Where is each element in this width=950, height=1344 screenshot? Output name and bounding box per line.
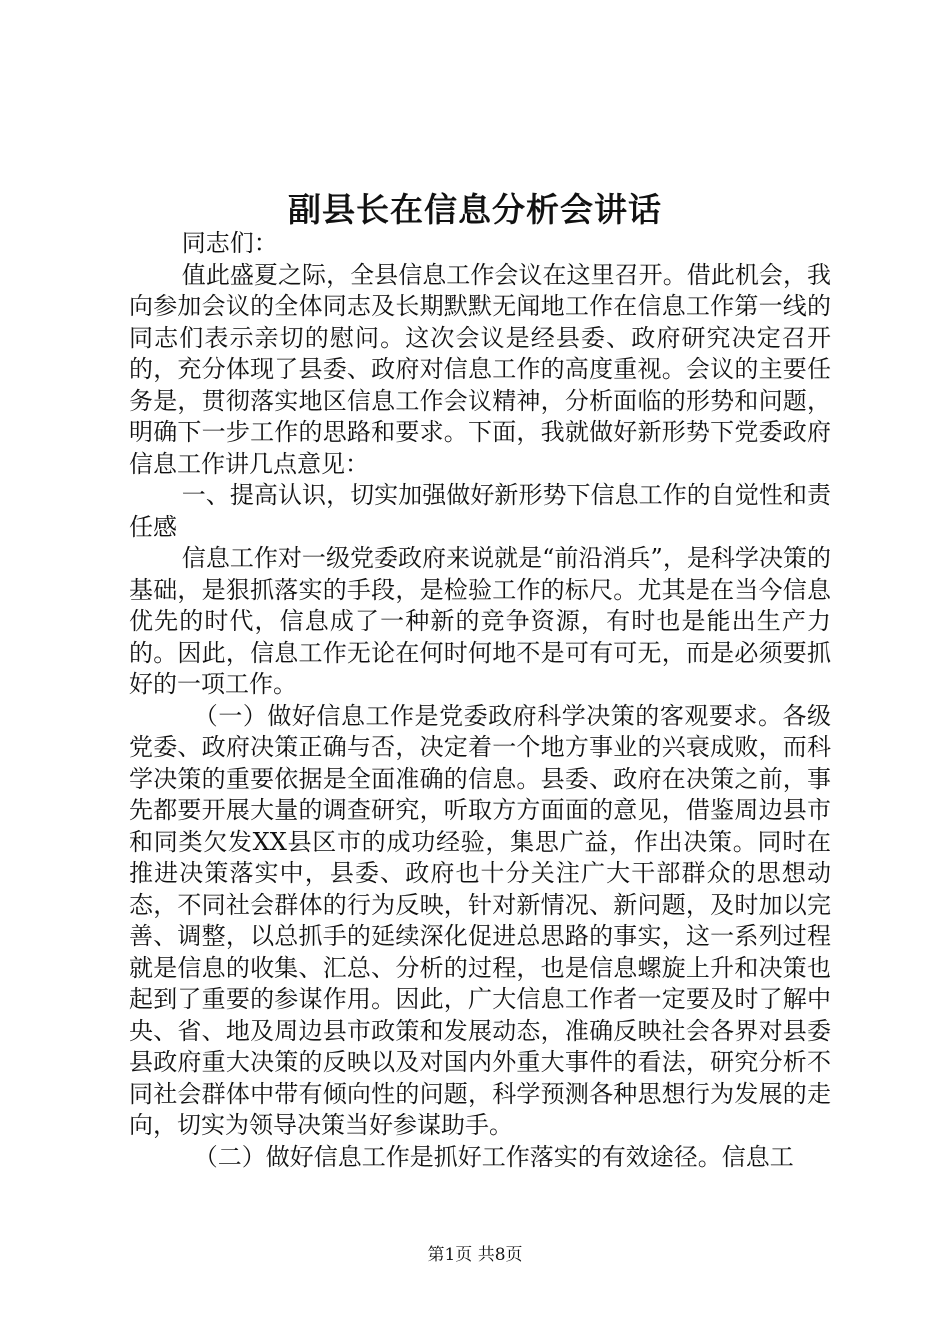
page-footer: 第1页 共8页 (427, 1245, 523, 1265)
document-title: 副县长在信息分析会讲话 (288, 190, 662, 229)
body-paragraph: 信息工作对一级党委政府来说就是“前沿消兵”，是科学决策的基础，是狠抓落实的手段，是检验工作的标尺。尤其是在当今信息优先的时代，信息成了一种新的竞争资源，有时也是能出生产力的。因此，信息工作无论在何时何地不是可有可无，而是必须要抓好的一项工作。 (129, 544, 831, 698)
subsection-paragraph: （一）做好信息工作是党委政府科学决策的客观要求。各级党委、政府决策正确与否，决定着一个地方事业的兴衰成败，而科学决策的重要依据是全面准确的信息。县委、政府在决策之前，事先都要开展大量的调查研究，听取方方面面的意见，借鉴周边县市和同类欠发XX县区市的成功经验，集思广益，作出决策。同时在推进决策落实中，县委、政府也十分关注广大干部群众的思想动态，不同社会群体的行为反映，针对新情况、新问题，及时加以完善、调整，以总抓手的延续深化促进总思路的事实，这一系列过程就是信息的收集、汇总、分析的过程，也是信息螺旋上升和决策也起到了重要的参谋作用。因此，广大信息工作者一定要及时了解中央、省、地及周边县市政策和发展动态，准确反映社会各界对县委县政府重大决策的反映以及对国内外重大事件的看法，研究分析不同社会群体中带有倾向性的问题，科学预测各种思想行为发展的走向，切实为领导决策当好参谋助手。 (129, 701, 831, 1139)
greeting-paragraph: 同志们： (181, 229, 278, 257)
document-body (129, 228, 831, 1173)
subsection-paragraph: （二）做好信息工作是抓好工作落实的有效途径。信息工 (193, 1142, 794, 1171)
section-heading: 一、提高认识，切实加强做好新形势下信息工作的自觉性和责任感 (129, 481, 831, 541)
body-paragraph: 值此盛夏之际，全县信息工作会议在这里召开。借此机会，我向参加会议的全体同志及长期默默无闻地工作在信息工作第一线的同志们表示亲切的慰问。这次会议是经县委、政府研究决定召开的，充分体现了县委、政府对信息工作的高度重视。会议的主要任务是，贯彻落实地区信息工作会议精神，分析面临的形势和问题，明确下一步工作的思路和要求。下面，我就做好新形势下党委政府信息工作讲几点意见： (129, 260, 831, 478)
